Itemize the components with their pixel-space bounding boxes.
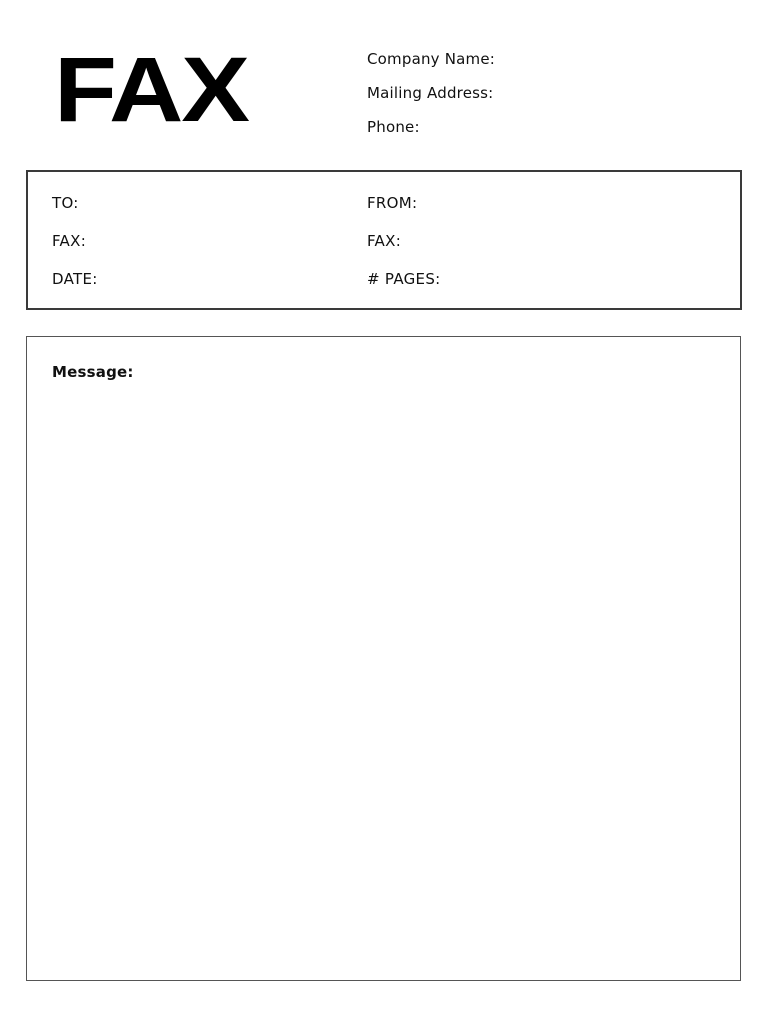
date-label: DATE: [52, 270, 98, 288]
to-fax-label: FAX: [52, 232, 87, 250]
message-label: Message: [52, 363, 134, 381]
company-name-label: Company Name: [367, 50, 496, 68]
recipient-sender-box [26, 170, 742, 310]
from-label: FROM: [367, 194, 418, 212]
pages-label: # PAGES: [367, 270, 441, 288]
mailing-address-label: Mailing Address: [367, 84, 494, 102]
message-box [26, 336, 741, 981]
to-label: TO: [52, 194, 79, 212]
fax-title: FAX [54, 39, 248, 141]
phone-label: Phone: [367, 118, 420, 136]
company-info [367, 49, 495, 151]
from-fax-label: FAX: [367, 232, 402, 250]
